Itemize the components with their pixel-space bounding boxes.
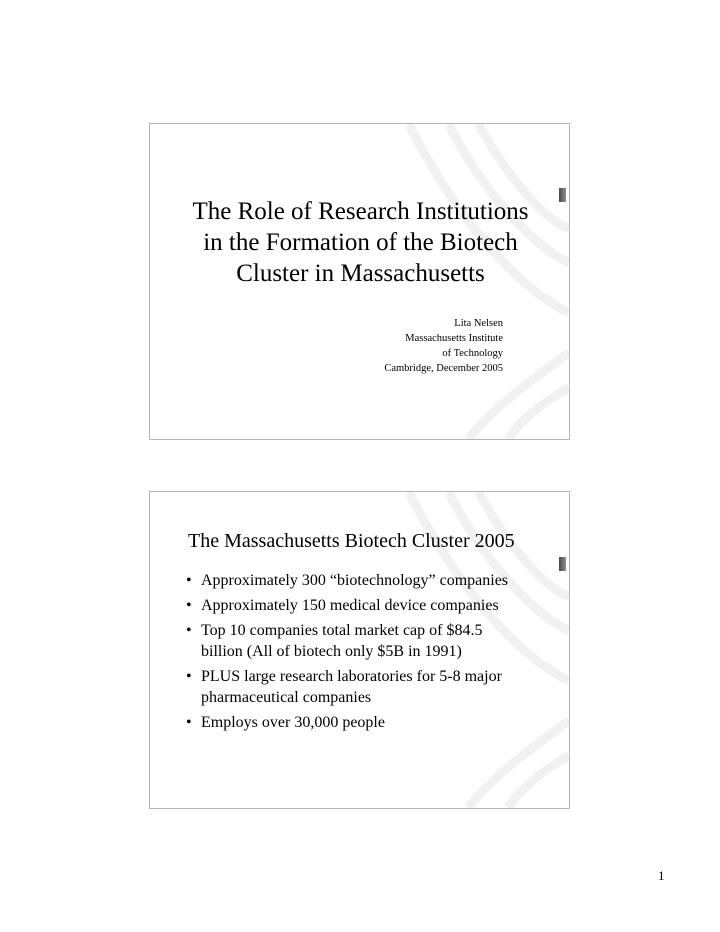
bullet-text: Approximately 300 “biotechnology” companies [201, 572, 509, 589]
slide-1 [149, 123, 570, 440]
bullet-list [186, 570, 516, 737]
byline [384, 316, 503, 376]
list-item [186, 666, 516, 708]
slide-marker-icon [559, 557, 566, 571]
slide-title: The Massachusetts Biotech Cluster 2005 [188, 530, 515, 552]
list-item [186, 712, 516, 733]
bullet-icon: • [186, 714, 192, 731]
author-name: Lita Nelsen [454, 318, 503, 329]
slide-2 [149, 491, 570, 809]
bullet-text: PLUS large research laboratories for 5-8 major pharmaceutical companies [201, 668, 502, 706]
bullet-text: Employs over 30,000 people [201, 714, 385, 731]
presentation-location-date: Cambridge, December 2005 [384, 363, 503, 374]
slide-title: The Role of Research Institutions in the Formation of the Biotech Cluster in Massachusetts [192, 198, 529, 287]
page-number: 1 [658, 868, 665, 883]
bullet-text: Top 10 companies total market cap of $84.5 billion (All of biotech only $5B in 1991) [201, 622, 483, 660]
list-item [186, 620, 516, 662]
bullet-icon: • [186, 597, 192, 614]
author-institution-line-1: Massachusetts Institute [405, 333, 503, 344]
list-item [186, 570, 516, 591]
bullet-icon: • [186, 668, 192, 685]
bullet-icon: • [186, 572, 192, 589]
bullet-text: Approximately 150 medical device companies [201, 597, 499, 614]
author-institution-line-2: of Technology [442, 348, 503, 359]
list-item [186, 595, 516, 616]
slide-marker-icon [559, 188, 566, 202]
bullet-icon: • [186, 622, 192, 639]
